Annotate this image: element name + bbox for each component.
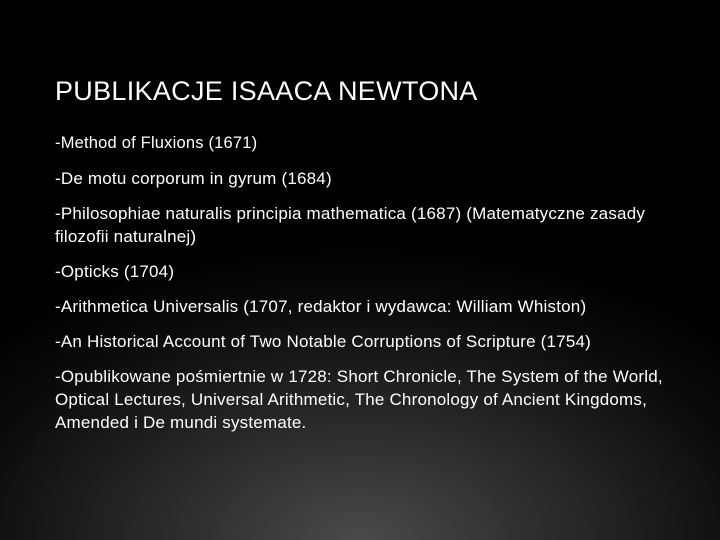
list-item: -Method of Fluxions (1671) (55, 134, 258, 152)
list-item: -An Historical Account of Two Notable Corruptions of Scripture (1754) (55, 332, 592, 351)
list-item: -De motu corporum in gyrum (1684) (55, 169, 332, 188)
list-item: -Opublikowane pośmiertnie w 1728: Short Chronicle, The System of the World, Optical Lectures, Universal Arithmetic, The Chronology of Ancient Kingdoms, Amended i De mundi systemate. (55, 367, 663, 432)
slide-title: PUBLIKACJE ISAACA NEWTONA (55, 76, 478, 106)
list-item: -Philosophiae naturalis principia mathematica (1687) (Matematyczne zasady filozofii naturalnej) (55, 204, 646, 246)
list-item: -Opticks (1704) (55, 262, 175, 281)
list-item: -Arithmetica Universalis (1707, redaktor i wydawca: William Whiston) (55, 297, 587, 316)
publication-list (55, 132, 685, 446)
